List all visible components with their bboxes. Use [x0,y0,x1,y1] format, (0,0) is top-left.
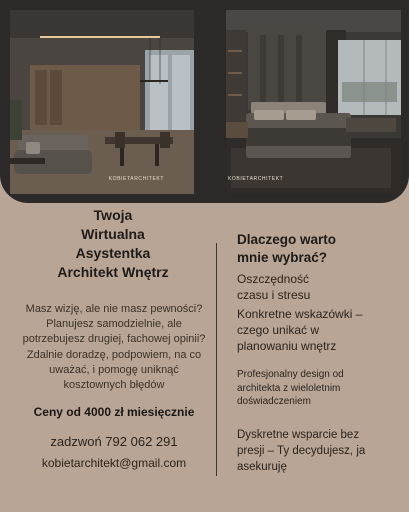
benefit-line: planowaniu wnętrz [237,339,337,353]
benefit-line: czasu i stresu [237,288,311,302]
benefits-heading [237,231,336,267]
description-line: potrzebujesz drugiej, fachowej opinii? [22,333,206,346]
benefits-heading-line: Dlaczego warto [237,232,337,247]
headline-line: Wirtualna [81,226,145,242]
benefit-item [237,271,310,303]
benefit-line: Oszczędność [237,272,310,286]
headline-line: Architekt Wnętrz [57,264,169,280]
benefit-line: czego unikać w [237,323,320,337]
benefit-line: Profesjonalny design od [237,369,344,380]
description-line: uważać, i pomogę uniknąć [49,363,179,376]
price-text: Ceny od 4000 zł miesięcznie [33,405,195,419]
benefit-item [237,368,344,409]
phone-text: zadzwoń 792 062 291 [50,434,178,449]
photo-banner [0,0,409,203]
description-line: Zdalnie doradzę, podpowiem, na co [26,348,202,361]
benefit-item [237,427,365,475]
living-room-photo [10,10,194,194]
description-line: Planujesz samodzielnie, ale [46,318,182,331]
headline [20,206,206,282]
description-line: Masz wizję, ale nie masz pewności? [25,303,203,315]
email-text: kobietarchitekt@gmail.com [41,456,187,470]
benefit-item [237,306,362,354]
headline-line: Twoja [93,207,133,223]
headline-line: Asystentka [75,245,151,261]
benefit-line: Konkretne wskazówki – [237,307,363,321]
benefit-line: presji – Ty decydujesz, ja [237,445,366,457]
benefits-heading-line: mnie wybrać? [237,250,328,265]
benefit-line: asekuruję [237,461,287,473]
watermark: KOBIETARCHITEKT [228,176,284,182]
watermark: KOBIETARCHITEKT [108,176,164,182]
description [14,302,214,393]
bedroom-photo [226,10,401,194]
column-divider [216,243,217,476]
benefit-line: doświadczeniem [237,396,311,407]
benefit-line: Dyskretne wsparcie bez [237,429,360,441]
description-line: kosztownych błędów [63,379,165,392]
benefit-line: architekta z wieloletnim [237,382,341,394]
